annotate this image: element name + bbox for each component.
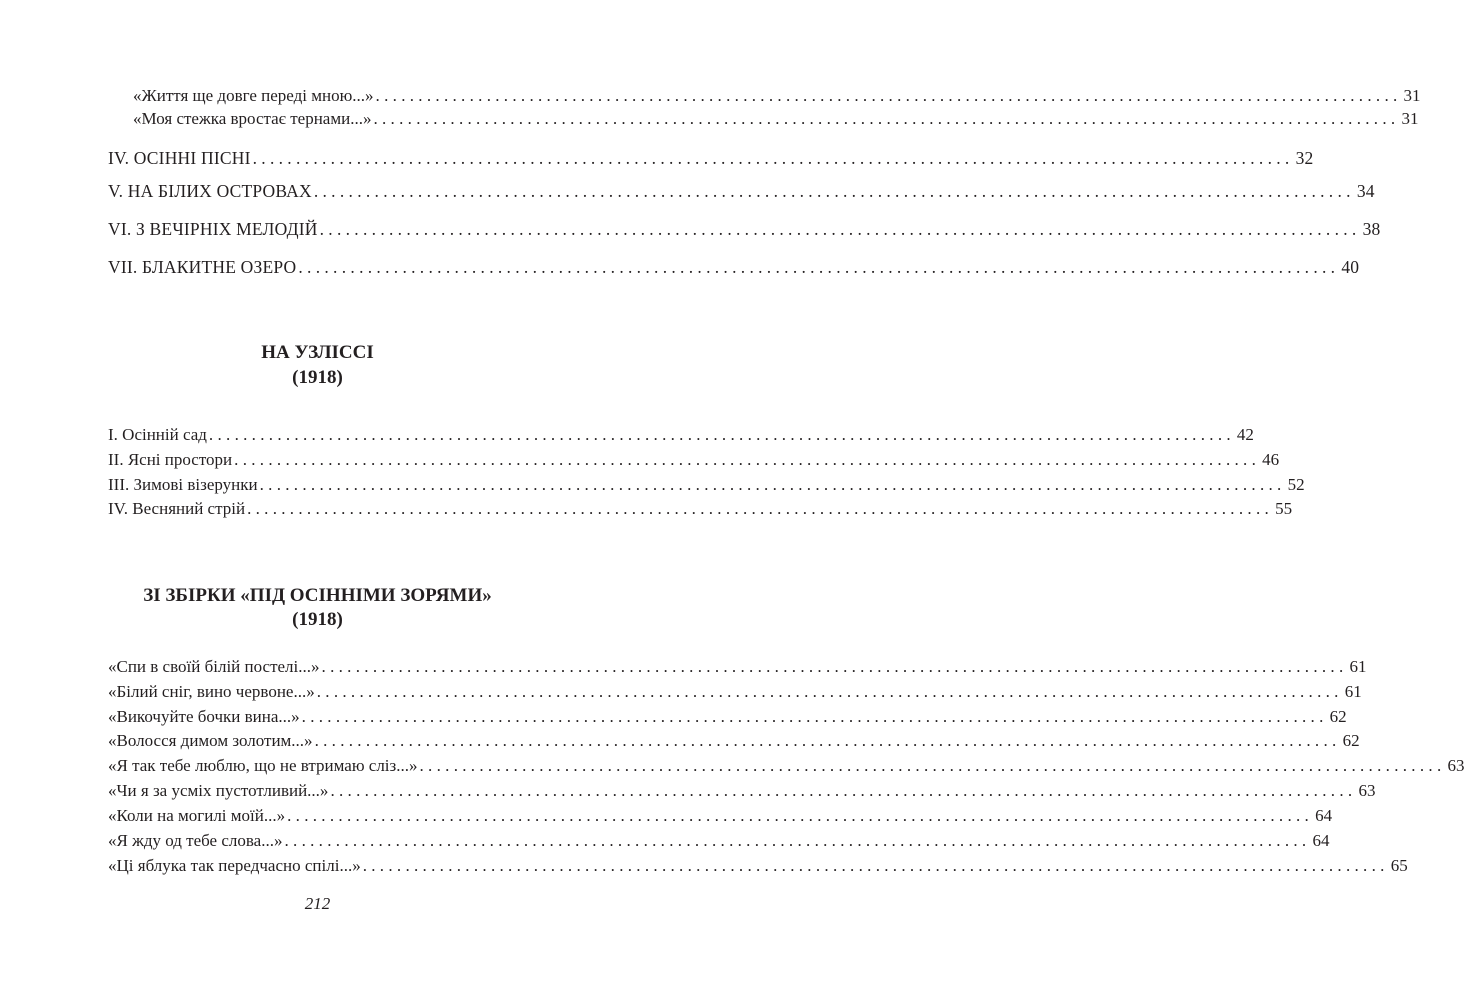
toc-entry-title: «Білий сніг, вино червоне...»	[108, 682, 315, 701]
dot-leader: ........................................................................................................................	[252, 148, 1294, 168]
toc-entry-title: «Викочуйте бочки вина...»	[108, 707, 300, 726]
toc-entry-page: 46	[1262, 450, 1280, 469]
toc-entry-page: 55	[1275, 499, 1293, 518]
toc-entry	[133, 85, 1421, 107]
toc-entry-page: 52	[1287, 475, 1305, 494]
toc-entry	[108, 498, 1293, 520]
section-year: (1918)	[292, 367, 343, 388]
toc-entry-title: «Моя стежка вростає тернами...»	[133, 109, 372, 128]
toc-entry-title: «Я жду од тебе слова...»	[108, 831, 283, 850]
toc-entry	[108, 730, 1360, 752]
toc-entry	[133, 108, 1419, 130]
toc-entry-page: 62	[1329, 707, 1347, 726]
section-year: (1918)	[292, 609, 343, 630]
toc-entry	[108, 855, 1408, 877]
toc-entry-page: 31	[1401, 109, 1419, 128]
dot-leader: ........................................................................................................................	[208, 425, 1235, 444]
toc-entry	[108, 180, 1375, 202]
toc-entry-page: 32	[1295, 148, 1314, 168]
dot-leader: ........................................................................................................................	[313, 181, 1355, 201]
toc-entry	[108, 830, 1330, 852]
dot-leader: ........................................................................................................................	[330, 781, 1357, 800]
toc-entry-page: 61	[1349, 657, 1367, 676]
dot-leader: ........................................................................................................................	[234, 450, 1261, 469]
dot-leader: ........................................................................................................................	[419, 756, 1446, 775]
toc-entry-page: 63	[1447, 756, 1465, 775]
toc-entry-title: «Я так тебе люблю, що не втримаю сліз...»	[108, 756, 418, 775]
toc-entry-title: I. Осінній сад	[108, 425, 207, 444]
toc-entry-title: V. НА БІЛИХ ОСТРОВАХ	[108, 181, 312, 201]
toc-entry	[108, 147, 1314, 169]
toc-entry	[108, 256, 1360, 278]
toc-entry-page: 38	[1362, 219, 1381, 239]
toc-entry-page: 31	[1403, 86, 1421, 105]
toc-entry	[108, 706, 1347, 728]
toc-entry-page: 34	[1356, 181, 1375, 201]
dot-leader: ........................................................................................................................	[316, 682, 1343, 701]
toc-entry	[108, 656, 1367, 678]
toc-entry-page: 64	[1315, 806, 1333, 825]
dot-leader: ........................................................................................................................	[321, 657, 1348, 676]
toc-entry	[108, 805, 1333, 827]
toc-entry-page: 61	[1344, 682, 1362, 701]
dot-leader: ........................................................................................................................	[373, 109, 1400, 128]
toc-entry-title: «Життя ще довге переді мною...»	[133, 86, 374, 105]
toc-entry-title: «Волосся димом золотим...»	[108, 731, 313, 750]
toc-entry-page: 64	[1312, 831, 1330, 850]
toc-entry	[108, 424, 1254, 446]
toc-entry	[108, 780, 1376, 802]
dot-leader: ........................................................................................................................	[259, 475, 1286, 494]
toc-entry-title: VI. З ВЕЧІРНІХ МЕЛОДІЙ	[108, 219, 318, 239]
dot-leader: ........................................................................................................................	[247, 499, 1274, 518]
dot-leader: ........................................................................................................................	[301, 707, 1328, 726]
page-number: 212	[304, 894, 331, 913]
toc-entry	[108, 218, 1381, 240]
toc-entry-title: «Коли на могилі моїй...»	[108, 806, 286, 825]
dot-leader: ........................................................................................................................	[287, 806, 1314, 825]
toc-entry-title: «Ці яблука так передчасно спілі...»	[108, 856, 361, 875]
toc-entry-title: IV. ОСІННІ ПІСНІ	[108, 148, 251, 168]
section-title: ЗІ ЗБІРКИ «ПІД ОСІННІМИ ЗОРЯМИ»	[143, 585, 492, 606]
toc-entry-page: 63	[1358, 781, 1376, 800]
toc-entry	[108, 474, 1305, 496]
dot-leader: ........................................................................................................................	[298, 257, 1340, 277]
toc-entry	[108, 681, 1362, 703]
toc-entry-page: 65	[1390, 856, 1408, 875]
toc-entry-title: III. Зимові візерунки	[108, 475, 258, 494]
toc-entry-page: 40	[1341, 257, 1360, 277]
section-title: НА УЗЛІССІ	[261, 342, 374, 363]
toc-entry-page: 42	[1236, 425, 1254, 444]
dot-leader: ........................................................................................................................	[319, 219, 1361, 239]
toc-entry-page: 62	[1342, 731, 1360, 750]
dot-leader: ........................................................................................................................	[362, 856, 1389, 875]
toc-entry	[108, 755, 1465, 777]
toc-entry	[108, 449, 1280, 471]
toc-entry-title: «Чи я за усміх пустотливий...»	[108, 781, 329, 800]
toc-entry-title: «Спи в своїй білій постелі...»	[108, 657, 320, 676]
toc-entry-title: II. Ясні простори	[108, 450, 233, 469]
dot-leader: ........................................................................................................................	[314, 731, 1341, 750]
dot-leader: ........................................................................................................................	[375, 86, 1402, 105]
toc-entry-title: VII. БЛАКИТНЕ ОЗЕРО	[108, 257, 297, 277]
dot-leader: ........................................................................................................................	[284, 831, 1311, 850]
toc-entry-title: IV. Весняний стрій	[108, 499, 246, 518]
